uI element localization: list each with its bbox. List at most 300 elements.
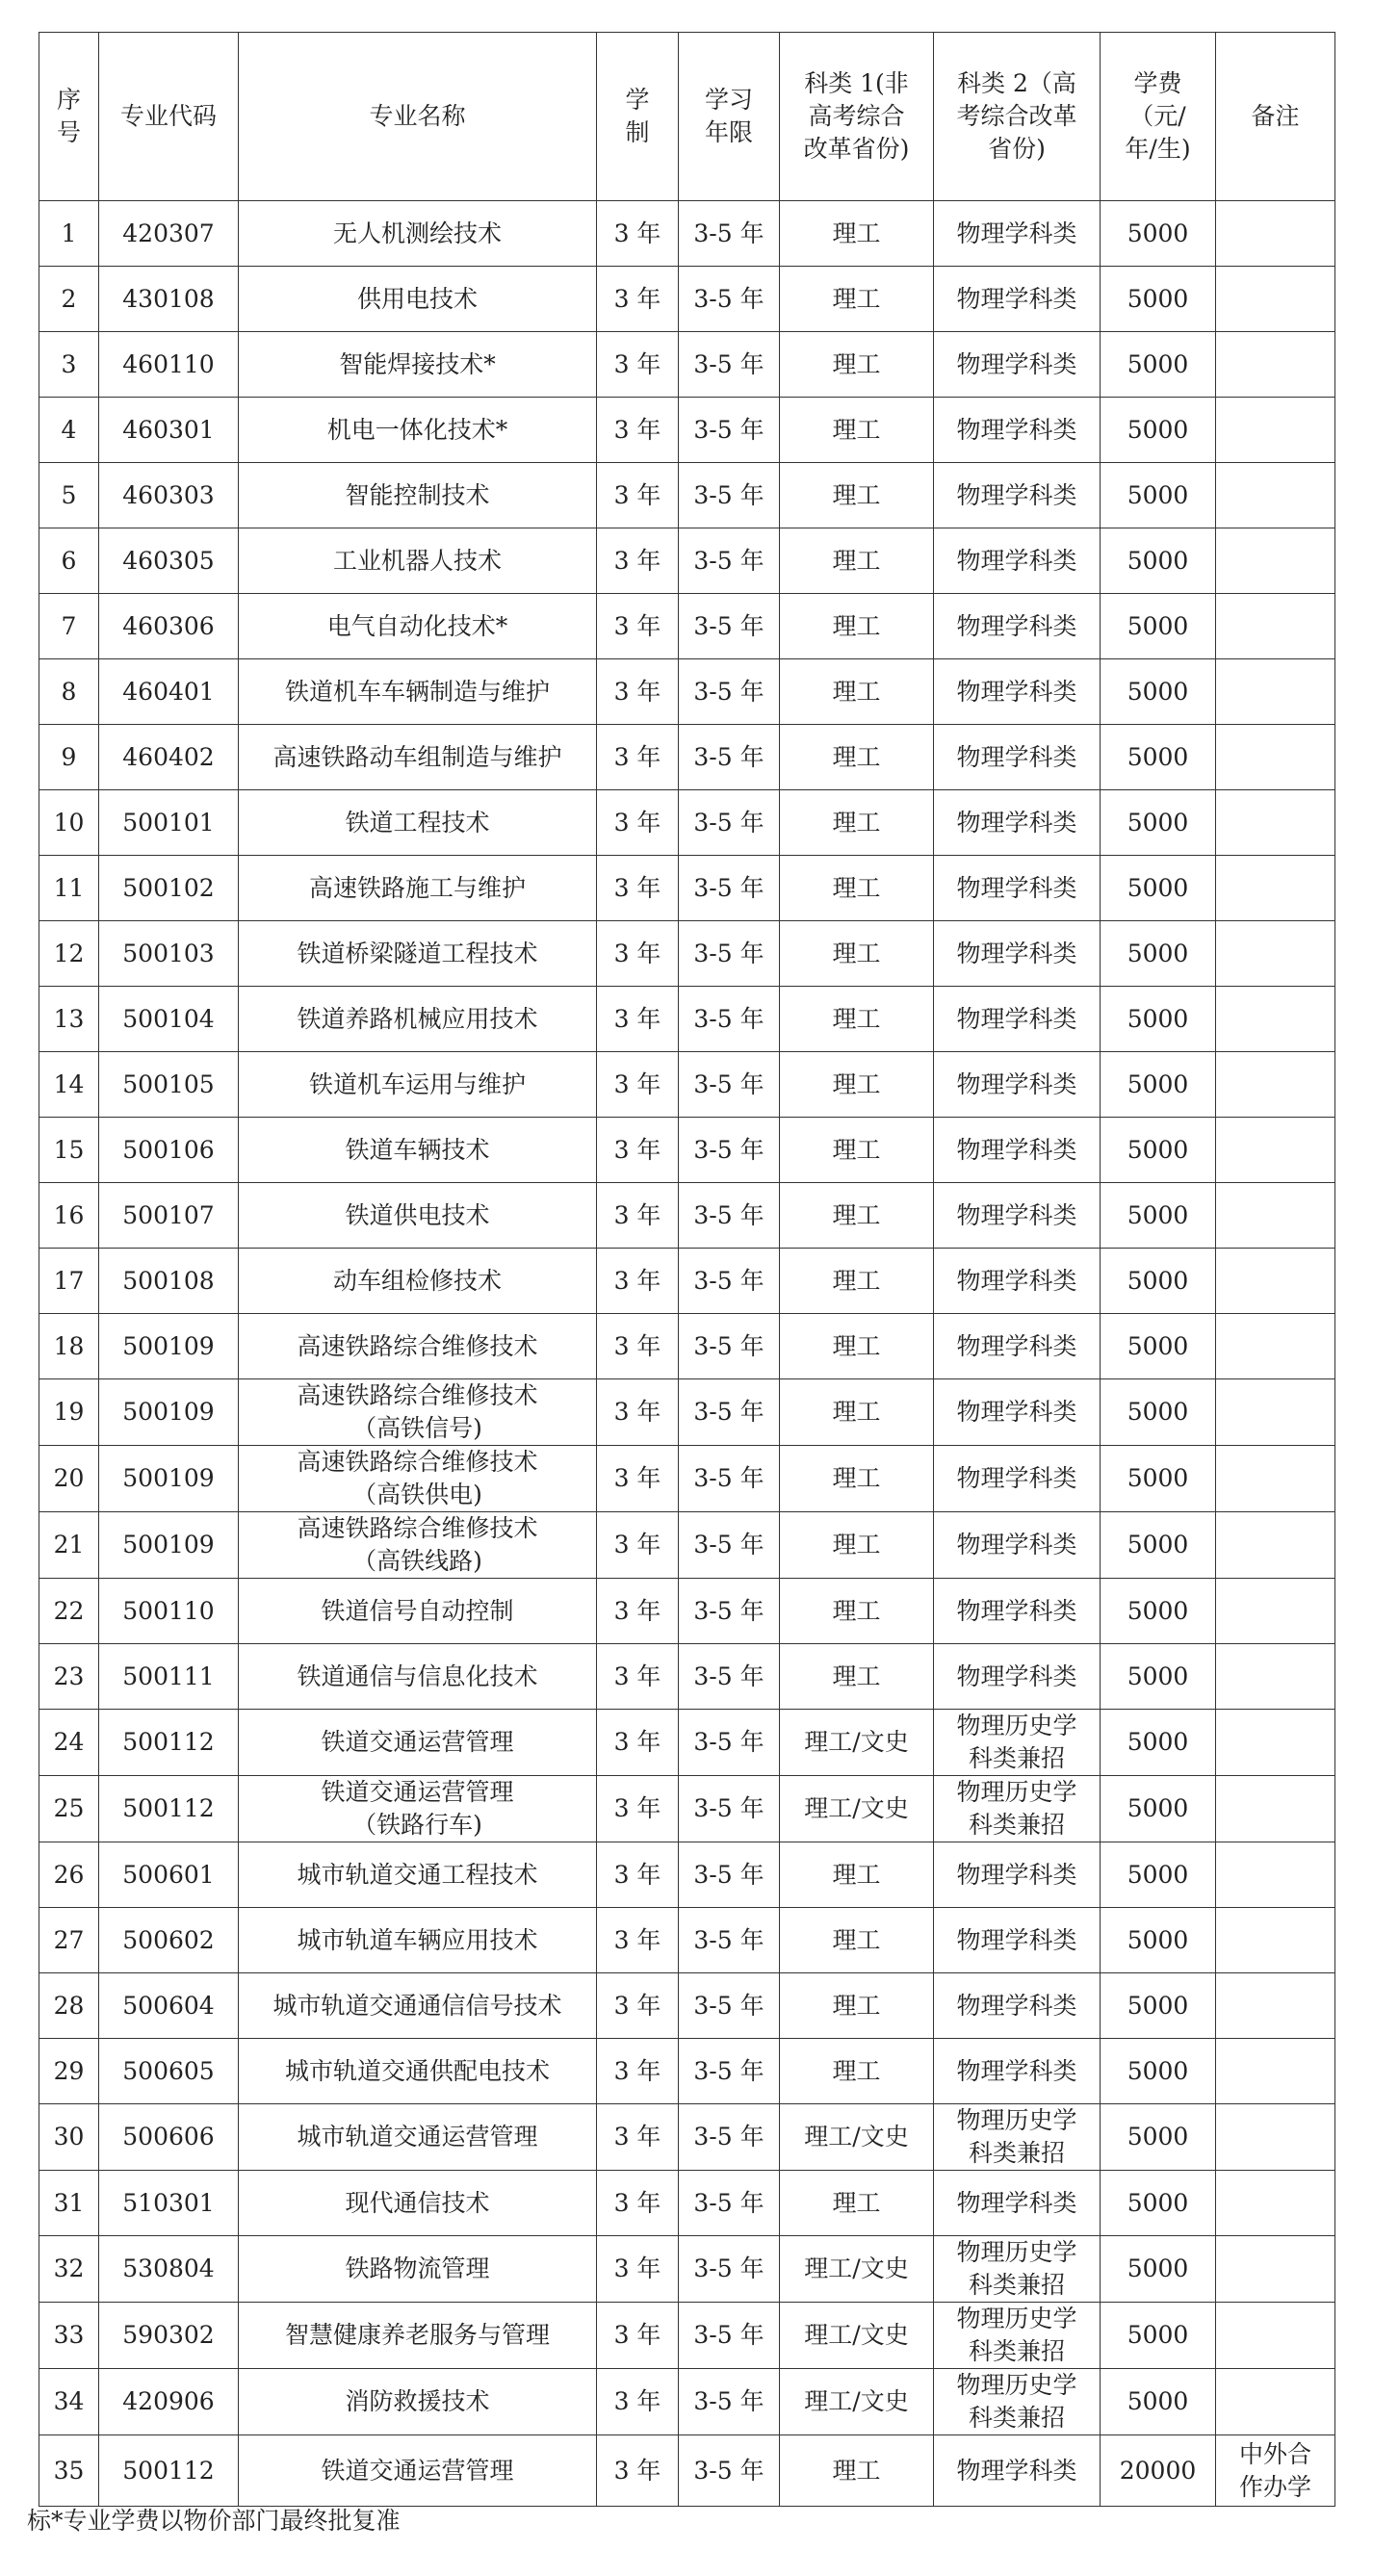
row-number: 28	[53, 1991, 85, 2020]
category-2-cell	[934, 2171, 1101, 2236]
category-2: 物理学科类	[956, 1662, 1077, 1690]
category-1-cell	[780, 1512, 934, 1579]
table-row	[39, 725, 1335, 790]
tuition-fee: 5000	[1127, 1531, 1189, 1558]
major-code-cell	[99, 201, 239, 267]
category-1-cell	[780, 528, 934, 594]
major-name-cell	[239, 659, 597, 725]
tuition-fee-cell	[1101, 2171, 1216, 2236]
category-2-cell	[934, 267, 1101, 332]
table-row	[39, 1446, 1335, 1512]
category-1: 理工	[832, 1464, 881, 1492]
program-system: 3 年	[613, 1531, 661, 1558]
program-system: 3 年	[613, 1925, 661, 1954]
study-years: 3-5 年	[693, 1200, 764, 1229]
tuition-fee-cell	[1101, 790, 1216, 856]
category-2-cell	[934, 463, 1101, 528]
program-system: 3 年	[613, 1069, 661, 1098]
category-1: 理工	[832, 1135, 881, 1164]
major-name-cell	[239, 2104, 597, 2171]
tuition-fee-cell	[1101, 267, 1216, 332]
header-row	[39, 33, 1335, 201]
category-2: 物理历史学 科类兼招	[956, 2238, 1077, 2299]
major-code: 500601	[122, 1860, 215, 1889]
table-row	[39, 790, 1335, 856]
major-code-cell	[99, 2171, 239, 2236]
table-row	[39, 332, 1335, 398]
row-number-cell	[39, 659, 99, 725]
study-years-cell	[679, 659, 780, 725]
major-code: 500109	[122, 1398, 215, 1426]
major-code-cell	[99, 267, 239, 332]
remark-cell	[1216, 1314, 1335, 1379]
table-row	[39, 2171, 1335, 2236]
study-years-cell	[679, 1973, 780, 2039]
row-number: 16	[53, 1200, 85, 1229]
row-number: 18	[53, 1331, 85, 1360]
program-system: 3 年	[613, 1860, 661, 1889]
major-code: 420906	[122, 2387, 215, 2415]
program-system: 3 年	[613, 1135, 661, 1164]
study-years: 3-5 年	[693, 1991, 764, 2020]
tuition-fee-cell	[1101, 1644, 1216, 1710]
program-system: 3 年	[613, 1398, 661, 1426]
category-1-cell	[780, 1973, 934, 2039]
category-1: 理工/文史	[804, 2321, 909, 2349]
tuition-fee: 5000	[1127, 742, 1189, 771]
category-1-cell	[780, 987, 934, 1052]
row-number: 9	[61, 742, 77, 771]
category-2-cell	[934, 2303, 1101, 2369]
program-system-cell	[597, 2171, 679, 2236]
row-number-cell	[39, 332, 99, 398]
category-1-cell	[780, 2435, 934, 2507]
tuition-fee: 5000	[1127, 611, 1189, 640]
study-years: 3-5 年	[693, 1531, 764, 1558]
study-years: 3-5 年	[693, 742, 764, 771]
tuition-fee: 5000	[1127, 939, 1189, 967]
tuition-fee: 5000	[1127, 1464, 1189, 1492]
major-name: 铁道交通运营管理	[321, 1728, 514, 1756]
remark-cell	[1216, 1579, 1335, 1644]
study-years-cell	[679, 1446, 780, 1512]
tuition-fee-cell	[1101, 921, 1216, 987]
row-number-cell	[39, 1249, 99, 1314]
row-number: 31	[53, 2188, 85, 2217]
category-1: 理工	[832, 1069, 881, 1098]
program-system-cell	[597, 921, 679, 987]
table-row	[39, 856, 1335, 921]
row-number-cell	[39, 594, 99, 659]
major-name: 高速铁路综合维修技术 （高铁供电)	[297, 1448, 538, 1508]
study-years-cell	[679, 594, 780, 659]
study-years: 3-5 年	[693, 1135, 764, 1164]
row-number-cell	[39, 1379, 99, 1446]
category-1-cell	[780, 594, 934, 659]
category-2-cell	[934, 528, 1101, 594]
category-2: 物理学科类	[956, 2456, 1077, 2485]
study-years-cell	[679, 1710, 780, 1776]
remark-cell	[1216, 463, 1335, 528]
study-years: 3-5 年	[693, 349, 764, 378]
row-number: 23	[53, 1662, 85, 1690]
category-2-cell	[934, 2435, 1101, 2507]
row-number-cell	[39, 921, 99, 987]
tuition-fee-cell	[1101, 2039, 1216, 2104]
row-number: 14	[53, 1069, 85, 1098]
program-system: 3 年	[613, 1991, 661, 2020]
table-row	[39, 1379, 1335, 1446]
remark-cell	[1216, 856, 1335, 921]
tuition-fee-cell	[1101, 725, 1216, 790]
major-name: 铁道养路机械应用技术	[297, 1004, 538, 1033]
header-system: 学 制	[597, 33, 679, 201]
tuition-fee-cell	[1101, 2435, 1216, 2507]
program-system-cell	[597, 1446, 679, 1512]
tuition-fee: 5000	[1127, 1596, 1189, 1625]
major-name-cell	[239, 1710, 597, 1776]
major-name-cell	[239, 725, 597, 790]
major-name-cell	[239, 594, 597, 659]
remark-cell	[1216, 398, 1335, 463]
category-2-cell	[934, 1446, 1101, 1512]
program-system-cell	[597, 2236, 679, 2303]
category-1: 理工	[832, 742, 881, 771]
program-system-cell	[597, 2369, 679, 2435]
row-number-cell	[39, 2039, 99, 2104]
category-2: 物理学科类	[956, 2188, 1077, 2217]
major-code-cell	[99, 332, 239, 398]
row-number-cell	[39, 463, 99, 528]
category-1: 理工	[832, 2056, 881, 2085]
category-1: 理工	[832, 1860, 881, 1889]
major-code: 460110	[122, 349, 215, 378]
row-number: 8	[61, 677, 77, 706]
category-2-cell	[934, 1973, 1101, 2039]
major-code: 500604	[122, 1991, 215, 2020]
row-number: 10	[53, 808, 85, 837]
table-row	[39, 1512, 1335, 1579]
program-system-cell	[597, 267, 679, 332]
category-1-cell	[780, 332, 934, 398]
category-2-cell	[934, 1908, 1101, 1973]
table-row	[39, 463, 1335, 528]
major-code: 500109	[122, 1464, 215, 1492]
major-name: 城市轨道交通供配电技术	[284, 2056, 550, 2085]
major-name-cell	[239, 2303, 597, 2369]
study-years: 3-5 年	[693, 2188, 764, 2217]
remark-cell	[1216, 1644, 1335, 1710]
table-row	[39, 1314, 1335, 1379]
study-years: 3-5 年	[693, 808, 764, 837]
row-number: 2	[61, 284, 77, 313]
program-system-cell	[597, 1379, 679, 1446]
study-years: 3-5 年	[693, 1464, 764, 1492]
major-name: 城市轨道车辆应用技术	[297, 1925, 538, 1954]
category-1-cell	[780, 1446, 934, 1512]
program-system-cell	[597, 2303, 679, 2369]
major-code: 500112	[122, 1794, 215, 1822]
major-name: 高速铁路综合维修技术 （高铁线路)	[297, 1514, 538, 1575]
study-years: 3-5 年	[693, 219, 764, 247]
category-2: 物理历史学 科类兼招	[956, 1712, 1077, 1772]
row-number-cell	[39, 2236, 99, 2303]
major-code-cell	[99, 1379, 239, 1446]
major-name: 供用电技术	[356, 284, 478, 313]
major-code-cell	[99, 1183, 239, 1249]
tuition-fee: 5000	[1127, 1004, 1189, 1033]
tuition-fee: 5000	[1127, 2321, 1189, 2349]
tuition-fee-cell	[1101, 1249, 1216, 1314]
tuition-fee-cell	[1101, 1379, 1216, 1446]
study-years: 3-5 年	[693, 1728, 764, 1756]
category-1-cell	[780, 1842, 934, 1908]
major-name-cell	[239, 267, 597, 332]
remark-cell	[1216, 921, 1335, 987]
major-code: 500111	[122, 1662, 215, 1690]
major-name-cell	[239, 1579, 597, 1644]
category-1: 理工	[832, 1925, 881, 1954]
remark-cell	[1216, 1183, 1335, 1249]
study-years-cell	[679, 2303, 780, 2369]
study-years-cell	[679, 1249, 780, 1314]
row-number: 21	[53, 1531, 85, 1558]
row-number: 6	[61, 546, 77, 575]
row-number: 12	[53, 939, 85, 967]
major-name-cell	[239, 1446, 597, 1512]
category-2-cell	[934, 987, 1101, 1052]
table-row	[39, 1052, 1335, 1118]
major-name: 铁道供电技术	[345, 1200, 490, 1229]
program-system-cell	[597, 1118, 679, 1183]
tuition-fee-cell	[1101, 987, 1216, 1052]
major-name-cell	[239, 1512, 597, 1579]
category-2: 物理历史学 科类兼招	[956, 2371, 1077, 2432]
study-years-cell	[679, 1776, 780, 1842]
category-2: 物理学科类	[956, 1004, 1077, 1033]
study-years: 3-5 年	[693, 1331, 764, 1360]
category-2: 物理学科类	[956, 415, 1077, 444]
major-name-cell	[239, 2236, 597, 2303]
major-code-cell	[99, 2303, 239, 2369]
major-code: 500605	[122, 2056, 215, 2085]
study-years: 3-5 年	[693, 415, 764, 444]
category-1-cell	[780, 1776, 934, 1842]
major-name-cell	[239, 1776, 597, 1842]
study-years-cell	[679, 2369, 780, 2435]
row-number-cell	[39, 2171, 99, 2236]
header-note: 备注	[1216, 33, 1335, 201]
tuition-fee-cell	[1101, 1183, 1216, 1249]
row-number: 25	[53, 1794, 85, 1822]
category-2: 物理学科类	[956, 1860, 1077, 1889]
remark-cell	[1216, 528, 1335, 594]
major-name: 铁道交通运营管理	[321, 2456, 514, 2485]
row-number: 22	[53, 1596, 85, 1625]
major-name-cell	[239, 1973, 597, 2039]
major-name-cell	[239, 1314, 597, 1379]
table-row	[39, 2303, 1335, 2369]
tuition-fee-cell	[1101, 1118, 1216, 1183]
table-body	[39, 201, 1335, 2507]
category-1-cell	[780, 1644, 934, 1710]
category-2: 物理学科类	[956, 1398, 1077, 1426]
major-code-cell	[99, 1052, 239, 1118]
tuition-fee-cell	[1101, 332, 1216, 398]
major-name: 城市轨道交通运营管理	[297, 2123, 538, 2151]
major-name: 铁道通信与信息化技术	[297, 1662, 538, 1690]
major-code-cell	[99, 1644, 239, 1710]
row-number-cell	[39, 856, 99, 921]
category-2: 物理历史学 科类兼招	[956, 1778, 1077, 1839]
row-number: 27	[53, 1925, 85, 1954]
table-row	[39, 2236, 1335, 2303]
major-code: 500109	[122, 1331, 215, 1360]
table-row	[39, 201, 1335, 267]
row-number-cell	[39, 2369, 99, 2435]
program-system: 3 年	[613, 2188, 661, 2217]
major-code-cell	[99, 921, 239, 987]
major-name-cell	[239, 2171, 597, 2236]
tuition-fee-cell	[1101, 1579, 1216, 1644]
study-years-cell	[679, 2171, 780, 2236]
major-name: 动车组检修技术	[332, 1266, 502, 1295]
major-name: 现代通信技术	[345, 2188, 490, 2217]
category-2-cell	[934, 2236, 1101, 2303]
major-name: 高速铁路综合维修技术	[297, 1331, 538, 1360]
tuition-fee: 5000	[1127, 480, 1189, 509]
major-name: 智能焊接技术*	[339, 349, 496, 378]
category-2: 物理历史学 科类兼招	[956, 2106, 1077, 2167]
program-system: 3 年	[613, 2456, 661, 2485]
major-name-cell	[239, 2369, 597, 2435]
major-code: 460305	[122, 546, 215, 575]
program-system-cell	[597, 2104, 679, 2171]
program-system: 3 年	[613, 1266, 661, 1295]
tuition-fee-cell	[1101, 528, 1216, 594]
category-1: 理工	[832, 1266, 881, 1295]
row-number-cell	[39, 2303, 99, 2369]
major-code-cell	[99, 1314, 239, 1379]
program-system-cell	[597, 332, 679, 398]
table-row	[39, 1249, 1335, 1314]
row-number: 1	[61, 219, 77, 247]
study-years-cell	[679, 267, 780, 332]
category-1-cell	[780, 1579, 934, 1644]
remark-cell	[1216, 987, 1335, 1052]
major-name: 铁道信号自动控制	[321, 1596, 514, 1625]
remark-cell	[1216, 2171, 1335, 2236]
category-1: 理工	[832, 284, 881, 313]
category-1: 理工	[832, 1331, 881, 1360]
row-number-cell	[39, 2104, 99, 2171]
tuition-fee: 5000	[1127, 1794, 1189, 1822]
row-number: 26	[53, 1860, 85, 1889]
major-code-cell	[99, 1579, 239, 1644]
program-system-cell	[597, 1710, 679, 1776]
category-2: 物理学科类	[956, 1331, 1077, 1360]
category-1: 理工	[832, 546, 881, 575]
major-code-cell	[99, 2369, 239, 2435]
category-1-cell	[780, 398, 934, 463]
major-code-cell	[99, 856, 239, 921]
study-years: 3-5 年	[693, 284, 764, 313]
category-1: 理工/文史	[804, 2387, 909, 2415]
category-2-cell	[934, 790, 1101, 856]
row-number-cell	[39, 790, 99, 856]
category-2-cell	[934, 2104, 1101, 2171]
major-name-cell	[239, 2039, 597, 2104]
program-system-cell	[597, 1512, 679, 1579]
tuition-fee-cell	[1101, 1973, 1216, 2039]
major-code: 500108	[122, 1266, 215, 1295]
category-2-cell	[934, 856, 1101, 921]
major-code-cell	[99, 1118, 239, 1183]
program-system: 3 年	[613, 415, 661, 444]
row-number-cell	[39, 1644, 99, 1710]
program-system: 3 年	[613, 611, 661, 640]
category-1-cell	[780, 267, 934, 332]
program-system-cell	[597, 1579, 679, 1644]
row-number: 29	[53, 2056, 85, 2085]
category-2: 物理学科类	[956, 1925, 1077, 1954]
row-number: 20	[53, 1464, 85, 1492]
major-code: 510301	[122, 2188, 215, 2217]
category-2-cell	[934, 1183, 1101, 1249]
category-2-cell	[934, 921, 1101, 987]
program-system-cell	[597, 987, 679, 1052]
program-system: 3 年	[613, 939, 661, 967]
tuition-fee-cell	[1101, 1314, 1216, 1379]
category-1-cell	[780, 2303, 934, 2369]
remark-cell	[1216, 1710, 1335, 1776]
major-name: 机电一体化技术*	[326, 415, 508, 444]
category-1: 理工	[832, 808, 881, 837]
category-1: 理工	[832, 1004, 881, 1033]
table-row	[39, 1908, 1335, 1973]
study-years: 3-5 年	[693, 1860, 764, 1889]
study-years-cell	[679, 1512, 780, 1579]
category-1-cell	[780, 2369, 934, 2435]
major-code: 500112	[122, 2456, 215, 2485]
study-years-cell	[679, 201, 780, 267]
category-2-cell	[934, 2369, 1101, 2435]
program-system-cell	[597, 1973, 679, 2039]
category-1: 理工	[832, 677, 881, 706]
table-row	[39, 1644, 1335, 1710]
major-name-cell	[239, 790, 597, 856]
major-name-cell	[239, 987, 597, 1052]
category-1: 理工	[832, 1662, 881, 1690]
major-name-cell	[239, 1052, 597, 1118]
major-code: 590302	[122, 2321, 215, 2349]
category-1: 理工/文史	[804, 2254, 909, 2282]
major-name: 铁道工程技术	[345, 808, 490, 837]
row-number-cell	[39, 1512, 99, 1579]
category-1-cell	[780, 1379, 934, 1446]
category-1: 理工	[832, 611, 881, 640]
major-code-cell	[99, 659, 239, 725]
table-row	[39, 2435, 1335, 2507]
program-system-cell	[597, 398, 679, 463]
major-code-cell	[99, 1446, 239, 1512]
category-1-cell	[780, 921, 934, 987]
tuition-fee: 5000	[1127, 2056, 1189, 2085]
major-code-cell	[99, 528, 239, 594]
category-1-cell	[780, 2236, 934, 2303]
program-system-cell	[597, 1644, 679, 1710]
header-category-2: 科类 2（高 考综合改革 省份)	[934, 33, 1101, 201]
